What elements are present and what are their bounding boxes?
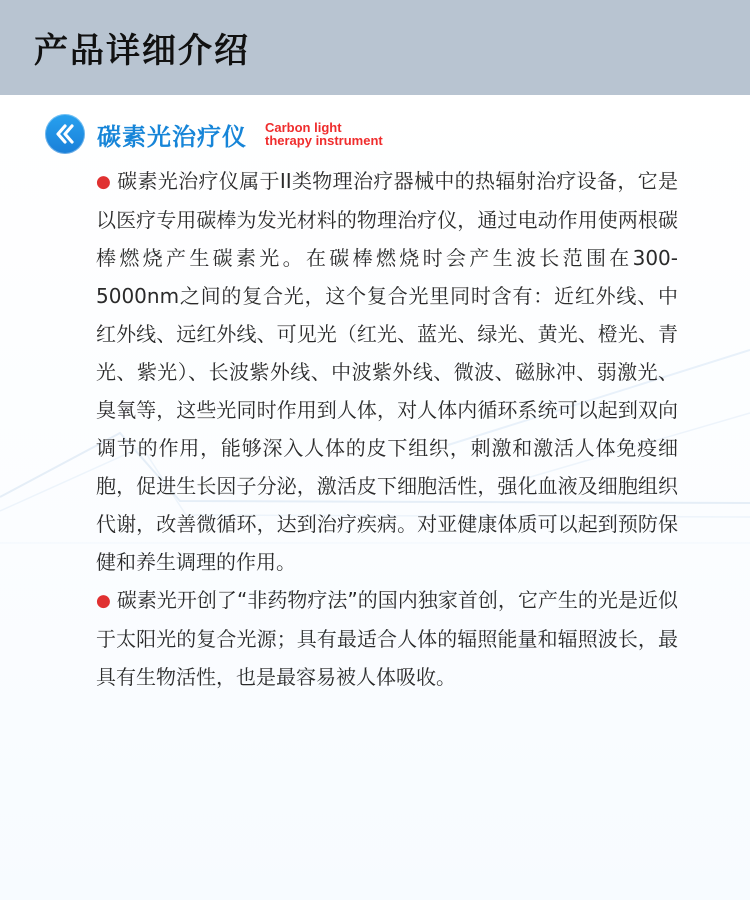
product-name-english-line-2: therapy instrument <box>265 133 383 148</box>
product-name: 碳素光治疗仪 <box>97 122 247 151</box>
page-title: 产品详细介绍 <box>34 31 250 71</box>
paragraph-text: 碳素光开创了“非药物疗法”的国内独家首创，它产生的光是近似于太阳光的复合光源；具有最适合人体的辐照能量和辐照波长，最具有生物活性，也是最容易被人体吸收。 <box>96 588 678 689</box>
description-paragraph <box>96 581 678 696</box>
product-description <box>96 162 678 696</box>
double-chevron-left-icon <box>45 114 85 154</box>
product-header <box>45 114 383 154</box>
bullet-dot-icon: ● <box>96 172 112 192</box>
top-header-bar <box>0 0 750 95</box>
content-panel <box>0 95 750 900</box>
paragraph-text: 碳素光治疗仪属于II类物理治疗器械中的热辐射治疗设备，它是以医疗专用碳棒为发光材料的物理治疗仪，通过电动作用使两根碳棒燃烧产生碳素光。在碳棒燃烧时会产生波长范围在300-5000nm之间的复合光，这个复合光里同时含有：近红外线、中红外线、远红外线、可见光（红光、蓝光、绿光、黄光、橙光、青光、紫光）、长波紫外线、中波紫外线、微波、磁脉冲、弱激光、臭氧等，这些光同时作用到人体，对人体内循环系统可以起到双向调节的作用，能够深入人体的皮下组织，刺激和激活人体免疫细胞，促进生长因子分泌，激活皮下细胞活性，强化血液及细胞组织代谢，改善微循环，达到治疗疾病。对亚健康体质可以起到预防保健和养生调理的作用。 <box>96 169 678 574</box>
description-paragraph <box>96 162 678 581</box>
product-name-english-line-1: Carbon light <box>265 120 342 135</box>
bullet-dot-icon: ● <box>96 591 111 611</box>
product-name-english <box>265 121 383 147</box>
